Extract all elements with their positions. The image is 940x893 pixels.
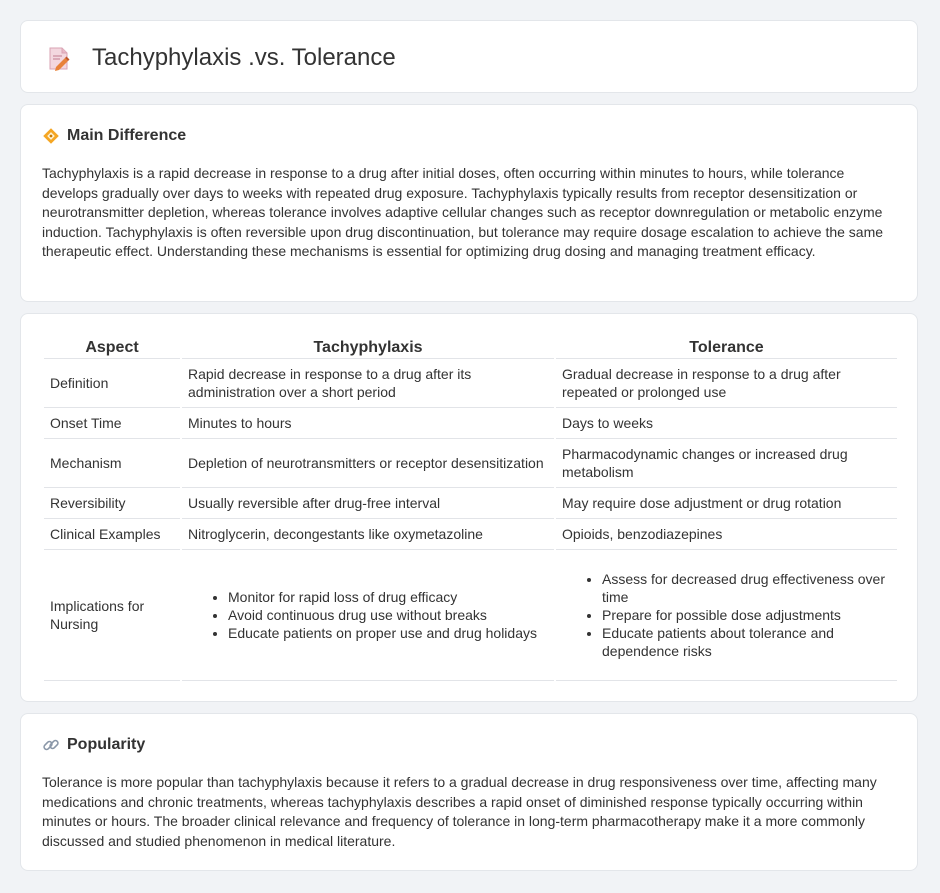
- row-aspect-cell: Definition: [44, 359, 180, 408]
- tachyphylaxis-cell: Depletion of neurotransmitters or receptor desensitization: [182, 439, 554, 488]
- main-difference-card: [20, 104, 918, 302]
- column-header-aspect: Aspect: [44, 336, 180, 359]
- table-row: [44, 408, 897, 439]
- tolerance-cell: Gradual decrease in response to a drug after repeated or prolonged use: [556, 359, 897, 408]
- tolerance-nursing-list: [562, 570, 891, 660]
- list-item: • Educate patients about tolerance and dependence risks: [602, 624, 891, 660]
- tachyphylaxis-cell: [182, 550, 554, 681]
- table-row: [44, 439, 897, 488]
- tolerance-cell: [556, 550, 897, 681]
- tachyphylaxis-cell: Nitroglycerin, decongestants like oxymetazoline: [182, 519, 554, 550]
- list-item: • Prepare for possible dose adjustments: [602, 606, 891, 624]
- column-header-tolerance: Tolerance: [556, 336, 897, 359]
- row-aspect-cell: Onset Time: [44, 408, 180, 439]
- tolerance-cell: Days to weeks: [556, 408, 897, 439]
- main-difference-heading: Main Difference: [67, 127, 187, 144]
- tachyphylaxis-cell: Rapid decrease in response to a drug after its administration over a short period: [182, 359, 554, 408]
- diamond-warning-icon: [42, 127, 60, 145]
- main-difference-header: [42, 127, 186, 145]
- link-icon: [42, 736, 60, 754]
- table-row: [44, 488, 897, 519]
- comparison-table-card: [20, 313, 918, 702]
- tachyphylaxis-nursing-list: [188, 588, 548, 642]
- column-header-tachyphylaxis: Tachyphylaxis: [182, 336, 554, 359]
- row-aspect-cell: Clinical Examples: [44, 519, 180, 550]
- table-header-row: [44, 336, 897, 359]
- popularity-header: [42, 736, 145, 754]
- popularity-card: [20, 713, 918, 871]
- tachyphylaxis-cell: Usually reversible after drug-free interval: [182, 488, 554, 519]
- popularity-text: Tolerance is more popular than tachyphylaxis because it refers to a gradual decrease in drug responsiveness over time, affecting many medications and chronic treatments, whereas tachyphylaxis describes a rapid onset of diminished response typically occurring within minutes or hours. The broader clinical relevance and frequency of tolerance in long-term pharmacotherapy make it a more commonly discussed and studied phenomenon in medical literature.: [42, 774, 877, 849]
- row-aspect-cell: Reversibility: [44, 488, 180, 519]
- row-aspect-cell: Implications for Nursing: [44, 550, 180, 681]
- popularity-heading: Popularity: [67, 736, 146, 753]
- page-title: Tachyphylaxis .vs. Tolerance: [92, 44, 396, 71]
- row-aspect-cell: Mechanism: [44, 439, 180, 488]
- list-item: • Monitor for rapid loss of drug efficacy: [228, 588, 548, 606]
- table-row: [44, 519, 897, 550]
- tolerance-cell: May require dose adjustment or drug rotation: [556, 488, 897, 519]
- table-row-nursing: [44, 550, 897, 681]
- table-row: [44, 359, 897, 408]
- list-item: • Educate patients on proper use and drug holidays: [228, 624, 548, 642]
- comparison-table: [42, 336, 899, 681]
- main-difference-text: Tachyphylaxis is a rapid decrease in response to a drug after initial doses, often occurring within minutes to hours, while tolerance develops gradually over days to weeks with repeated drug exposure. Tachyphylaxis typically results from receptor desensitization or neurotransmitter depletion, whereas tolerance involves adaptive cellular changes such as receptor downregulation or metabolic enzyme induction. Tachyphylaxis is often reversible upon drug discontinuation, but tolerance may require dosage escalation to achieve the same therapeutic effect. Understanding these mechanisms is essential for optimizing drug dosing and managing treatment efficacy.: [42, 165, 884, 259]
- list-item: • Assess for decreased drug effectiveness over time: [602, 570, 891, 606]
- tolerance-cell: Pharmacodynamic changes or increased drug metabolism: [556, 439, 897, 488]
- list-item: • Avoid continuous drug use without breaks: [228, 606, 548, 624]
- document-pencil-icon: [48, 47, 70, 71]
- title-card: [20, 20, 918, 93]
- tachyphylaxis-cell: Minutes to hours: [182, 408, 554, 439]
- tolerance-cell: Opioids, benzodiazepines: [556, 519, 897, 550]
